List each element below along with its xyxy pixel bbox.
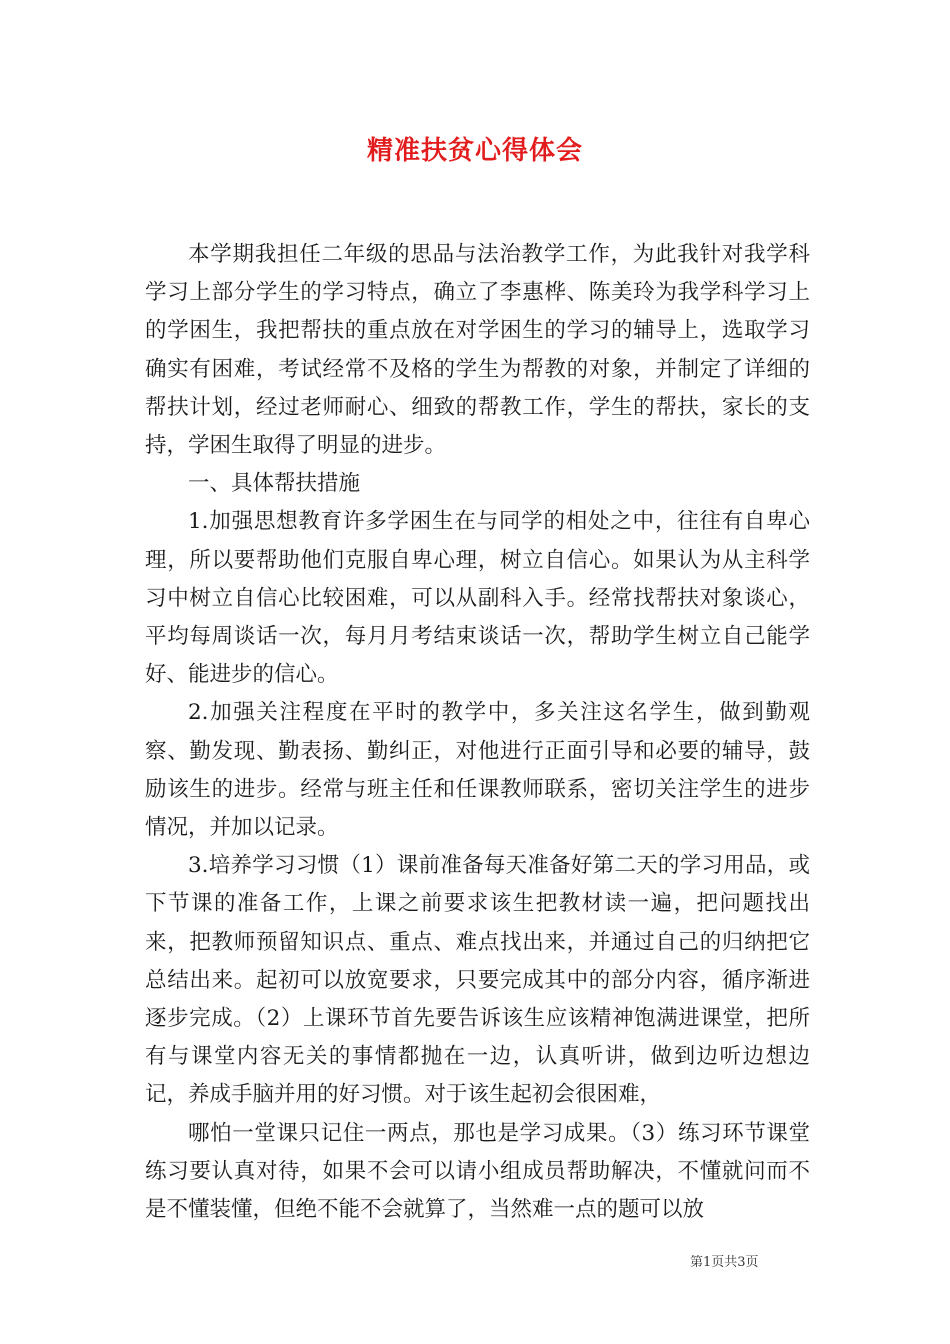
page-number: 第1页共3页 [690, 1255, 759, 1270]
document-body [145, 236, 810, 1229]
paragraph-measure-1: 1.加强思想教育许多学困生在与同学的相处之中，往往有自卑心理，所以要帮助他们克服自卑心理，树立自信心。如果认为从主科学习中树立自信心比较困难，可以从副科入手。经常找帮扶对象谈心，平均每周谈话一次，每月月考结束谈话一次，帮助学生树立自己能学好、能进步的信心。 [145, 509, 810, 688]
paragraph-continuation: 哪怕一堂课只记住一两点，那也是学习成果。（3）练习环节课堂练习要认真对待，如果不会可以请小组成员帮助解决，不懂就问而不是不懂装懂，但绝不能不会就算了，当然难一点的题可以放 [145, 1120, 810, 1223]
paragraph-intro: 本学期我担任二年级的思品与法治教学工作，为此我针对我学科学习上部分学生的学习特点，确立了李惠桦、陈美玲为我学科学习上的学困生，我把帮扶的重点放在对学困生的学习的辅导上，选取学习确实有困难，考试经常不及格的学生为帮教的对象，并制定了详细的帮扶计划，经过老师耐心、细致的帮教工作，学生的帮扶，家长的支持，学困生取得了明显的进步。 [145, 242, 810, 459]
paragraph-measure-3: 3.培养学习习惯（1）课前准备每天准备好第二天的学习用品，或下节课的准备工作，上课之前要求该生把教材读一遍，把问题找出来，把教师预留知识点、重点、难点找出来，并通过自己的归纳把它总结出来。起初可以放宽要求，只要完成其中的部分内容，循序渐进逐步完成。（2）上课环节首先要告诉该生应该精神饱满进课堂，把所有与课堂内容无关的事情都抛在一边，认真听讲，做到边听边想边记，养成手脑并用的好习惯。对于该生起初会很困难， [145, 853, 810, 1108]
paragraph-measure-2: 2.加强关注程度在平时的教学中，多关注这名学生，做到勤观察、勤发现、勤表扬、勤纠正，对他进行正面引导和必要的辅导，鼓励该生的进步。经常与班主任和任课教师联系，密切关注学生的进步情况，并加以记录。 [145, 700, 810, 841]
document-title: 精准扶贫心得体会 [366, 136, 583, 166]
section-heading: 一、具体帮扶措施 [188, 471, 361, 497]
